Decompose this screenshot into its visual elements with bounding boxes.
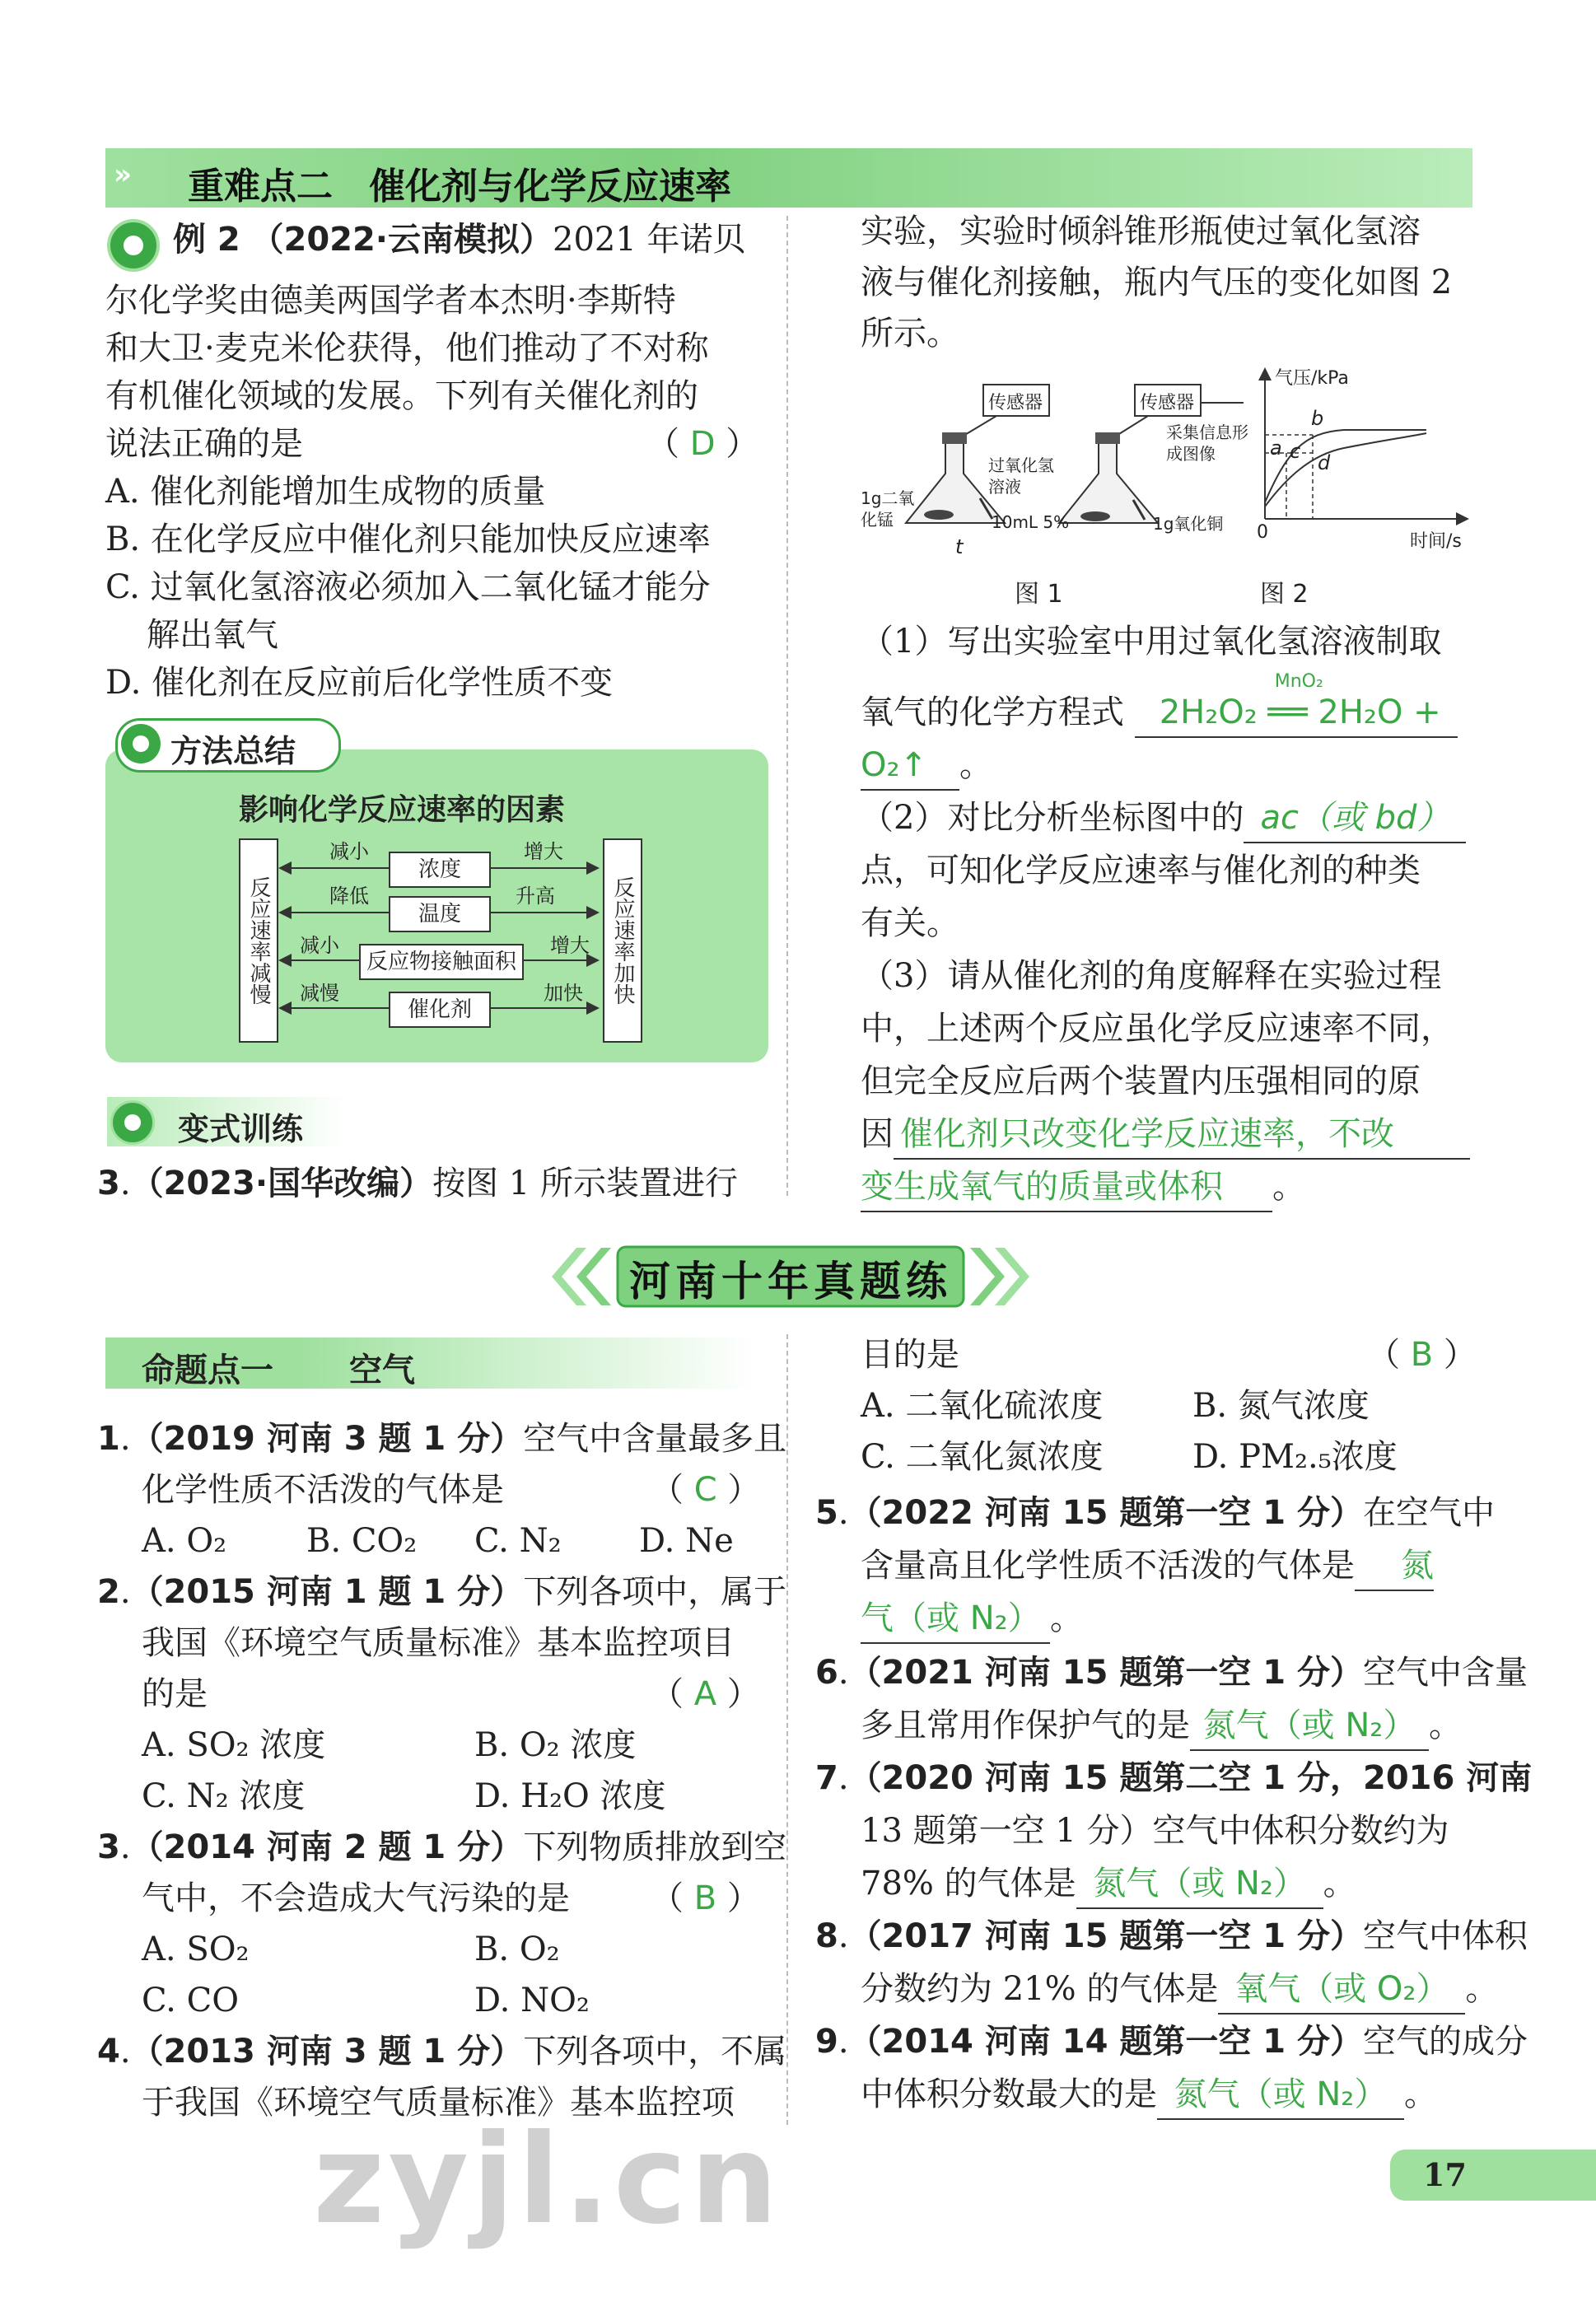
method-icon <box>121 724 161 763</box>
fig2-point-b: b <box>1311 407 1324 430</box>
factor-concentration: 浓度 <box>389 852 491 888</box>
fig1-sensor-2: 传感器 <box>1140 393 1195 413</box>
variant-question: 3.（2023·国华改编）按图 1 所示装置进行 <box>97 1165 738 1202</box>
factor-temperature: 温度 <box>389 896 491 932</box>
question-7-line-2: 13 题第一空 1 分）空气中体积分数约为 <box>861 1812 1449 1850</box>
variant-tag <box>107 1097 346 1146</box>
question-7-line-3: 78% 的气体是 氮气（或 N₂） 。 <box>861 1860 1356 1909</box>
option-c: C. 过氧化氢溶液必须加入二氧化锰才能分 <box>105 568 711 606</box>
right-box: 反应速率加快 <box>603 838 642 1043</box>
subq-1-line-2: 氧气的化学方程式 MnO₂ 2H₂O₂ ══ 2H₂O + <box>861 689 1458 738</box>
factor-surface-area: 反应物接触面积 <box>359 944 524 980</box>
subq-3-line-5: 变生成氧气的质量或体积 。 <box>861 1163 1305 1212</box>
fig1-label-cuo: 1g氧化铜 <box>1153 514 1224 534</box>
example-line-1: 尔化学奖由德美两国学者本杰明·李斯特 <box>105 282 676 320</box>
fig2-point-d: d <box>1318 451 1331 474</box>
q4-option-b: B. 氮气浓度 <box>1192 1387 1370 1425</box>
q4-option-d: D. PM₂.₅浓度 <box>1192 1438 1398 1476</box>
variant-cont-0: 实验，实验时倾斜锥形瓶使过氧化氢溶 <box>861 212 1421 250</box>
subq-3-answer-2: 变生成氧气的质量或体积 <box>861 1163 1272 1212</box>
q5-answer-2: 气（或 N₂） <box>861 1594 1050 1644</box>
fig2-point-c: c <box>1290 440 1301 463</box>
figure-2 <box>1253 362 1476 552</box>
fig2-point-a: a <box>1270 437 1282 460</box>
example-first-line <box>173 216 746 264</box>
subq-3-line-3: 但完全反应后两个装置内压强相同的原 <box>861 1062 1421 1100</box>
diagram-title: 影响化学反应速率的因素 <box>239 793 566 827</box>
q4-option-a: A. 二氧化硫浓度 <box>861 1387 1104 1425</box>
subq-1-line-1: （1）写出实验室中用过氧化氢溶液制取 <box>861 623 1442 661</box>
left-label-2: 减小 <box>300 934 339 957</box>
question-9: 9.（2014 河南 14 题第一空 1 分）空气的成分 <box>815 2023 1528 2061</box>
option-c-cont: 解出氧气 <box>147 616 278 654</box>
right-label-3: 加快 <box>544 982 583 1005</box>
variant-label: 变式训练 <box>178 1111 304 1147</box>
subq-2-line-1: （2）对比分析坐标图中的 ac（或 bd） <box>861 794 1466 843</box>
left-label-0: 减小 <box>329 840 369 863</box>
question-2-answer: （ A ） <box>651 1675 760 1713</box>
variant-cont-2: 所示。 <box>861 315 959 352</box>
factor-catalyst: 催化剂 <box>389 992 491 1028</box>
method-summary-tag <box>115 718 341 773</box>
question-8: 8.（2017 河南 15 题第一空 1 分）空气中体积 <box>815 1917 1528 1955</box>
subq-1-line-3: O₂↑ 。 <box>861 741 992 791</box>
left-label-1: 降低 <box>329 885 369 908</box>
figure-1-caption: 图 1 <box>1015 580 1063 609</box>
question-3: 3.（2014 河南 2 题 1 分）下列物质排放到空 <box>97 1828 787 1866</box>
fig2-xlabel: 时间/s <box>1410 531 1462 552</box>
chevrons-icon: » <box>114 158 132 191</box>
topic-header <box>105 1338 756 1389</box>
question-4-cont: 目的是 <box>861 1336 959 1374</box>
question-6-line-2: 多且常用作保护气的是 氮气（或 N₂） 。 <box>861 1702 1462 1751</box>
question-7: 7.（2020 河南 15 题第二空 1 分，2016 河南 <box>815 1759 1533 1797</box>
fig1-sensor-1: 传感器 <box>988 393 1043 413</box>
example-icon <box>107 219 160 272</box>
section-header <box>105 148 1472 208</box>
subq-2-answer: ac（或 bd） <box>1244 794 1466 843</box>
method-label: 方法总结 <box>170 733 296 769</box>
watermark: zyjl.cn <box>313 2108 782 2252</box>
q5-answer-1: 氮 <box>1355 1542 1434 1591</box>
question-6: 6.（2021 河南 15 题第一空 1 分）空气中含量 <box>815 1654 1528 1692</box>
topic-label: 命题点一 <box>142 1352 273 1389</box>
question-5: 5.（2022 河南 15 题第一空 1 分）在空气中 <box>815 1494 1496 1532</box>
fig1-label-h2o2: 过氧化氢溶液 <box>988 455 1054 497</box>
fig1-label-t: t <box>955 535 964 558</box>
example-line-2: 和大卫·麦克米伦获得，他们推动了不对称 <box>105 329 709 367</box>
page-number-tab <box>1390 2150 1596 2201</box>
right-label-2: 增大 <box>550 934 590 957</box>
question-5-line-2: 含量高且化学性质不活泼的气体是 氮 <box>861 1542 1434 1591</box>
question-8-line-2: 分数约为 21% 的气体是 氧气（或 O₂） 。 <box>861 1965 1498 2015</box>
q2-option-a: A. SO₂ 浓度 <box>142 1726 326 1764</box>
q4-option-c: C. 二氧化氮浓度 <box>861 1438 1104 1476</box>
example-line-0: 2021 年诺贝 <box>553 221 746 259</box>
variant-cont-1: 液与催化剂接触，瓶内气压的变化如图 2 <box>861 264 1453 301</box>
q3-option-b: B. O₂ <box>474 1931 560 1968</box>
q8-answer: 氧气（或 O₂） <box>1218 1965 1465 2015</box>
q6-answer: 氮气（或 N₂） <box>1190 1702 1429 1751</box>
section-title: 重难点二 催化剂与化学反应速率 <box>188 166 731 208</box>
equation-answer: MnO₂ 2H₂O₂ ══ 2H₂O + <box>1135 689 1458 738</box>
q2-option-b: B. O₂ 浓度 <box>474 1726 637 1764</box>
question-9-line-2: 中体积分数最大的是 氮气（或 N₂） 。 <box>861 2071 1437 2120</box>
question-1-answer: （ C ） <box>651 1471 761 1509</box>
subq-2-line-3: 有关。 <box>861 904 959 942</box>
equation-answer-cont: O₂↑ <box>861 741 959 791</box>
figure-1 <box>856 375 1268 564</box>
example-source: （2022·云南模拟） <box>250 221 553 259</box>
subq-3-line-2: 中，上述两个反应虽化学反应速率不同， <box>861 1010 1454 1048</box>
question-2: 2.（2015 河南 1 题 1 分）下列各项中，属于 <box>97 1573 787 1611</box>
q1-option-a: A. O₂ <box>142 1522 227 1560</box>
variant-icon <box>110 1100 155 1145</box>
q1-option-b: B. CO₂ <box>306 1522 418 1560</box>
question-1: 1.（2019 河南 3 题 1 分）空气中含量最多且 <box>97 1420 787 1458</box>
right-label-0: 增大 <box>524 840 563 863</box>
right-label-1: 升高 <box>516 885 555 908</box>
question-2-line-2: 我国《环境空气质量标准》基本监控项目 <box>142 1624 735 1662</box>
question-3-line-2: 气中，不会造成大气污染的是 <box>142 1879 570 1917</box>
banner-title: 河南十年真题练 <box>629 1258 952 1305</box>
subq-2-line-2: 点，可知化学反应速率与催化剂的种类 <box>861 852 1421 889</box>
q3-option-c: C. CO <box>142 1982 240 2019</box>
option-a: A. 催化剂能增加生成物的质量 <box>105 473 546 511</box>
example-tag: 例 2 <box>173 221 240 259</box>
page-number: 17 <box>1423 2156 1467 2193</box>
fig1-label-vol: 10mL 5% <box>992 512 1070 532</box>
question-4-line-2: 于我国《环境空气质量标准》基本监控项 <box>142 2084 735 2122</box>
q2-option-c: C. N₂ 浓度 <box>142 1777 306 1815</box>
fig2-origin: 0 <box>1257 522 1268 543</box>
q3-option-d: D. NO₂ <box>474 1982 590 2019</box>
subq-3-answer-1: 催化剂只改变化学反应速率，不改 <box>894 1110 1470 1160</box>
question-4: 4.（2013 河南 3 题 1 分）下列各项中，不属 <box>97 2033 787 2071</box>
q7-answer: 氮气（或 N₂） <box>1076 1860 1323 1909</box>
question-1-line-2: 化学性质不活泼的气体是 <box>142 1471 504 1509</box>
example-line-4: 说法正确的是 <box>105 425 303 463</box>
column-divider-2 <box>786 1334 788 2125</box>
left-label-3: 减慢 <box>300 982 339 1005</box>
question-2-line-3: 的是 <box>142 1675 208 1713</box>
fig1-label-info: 采集信息形成图像 <box>1166 423 1248 464</box>
left-box: 反应速率减慢 <box>239 838 278 1043</box>
example-line-3: 有机催化领域的发展。下列有关催化剂的 <box>105 377 698 415</box>
q1-option-c: C. N₂ <box>474 1522 562 1560</box>
option-d: D. 催化剂在反应前后化学性质不变 <box>105 664 614 702</box>
fig2-ylabel: 气压/kPa <box>1275 368 1349 389</box>
fig1-label-mno2: 1g二氧化锰 <box>861 488 915 530</box>
q9-answer: 氮气（或 N₂） <box>1157 2071 1404 2120</box>
subq-3-line-1: （3）请从催化剂的角度解释在实验过程 <box>861 957 1442 995</box>
example-answer: （ D ） <box>646 425 759 463</box>
question-4-answer: （ B ） <box>1367 1336 1477 1374</box>
question-3-answer: （ B ） <box>651 1879 760 1917</box>
option-b: B. 在化学反应中催化剂只能加快反应速率 <box>105 521 711 558</box>
q1-option-d: D. Ne <box>639 1522 734 1560</box>
q2-option-d: D. H₂O 浓度 <box>474 1777 666 1815</box>
equation-catalyst: MnO₂ <box>1274 671 1323 692</box>
q3-option-a: A. SO₂ <box>142 1931 250 1968</box>
subq-3-line-4: 因 催化剂只改变化学反应速率，不改 <box>861 1110 1470 1160</box>
column-divider <box>786 216 788 1196</box>
question-5-line-3: 气（或 N₂） 。 <box>861 1594 1083 1644</box>
figure-2-caption: 图 2 <box>1260 580 1309 609</box>
topic-name: 空气 <box>349 1352 415 1389</box>
